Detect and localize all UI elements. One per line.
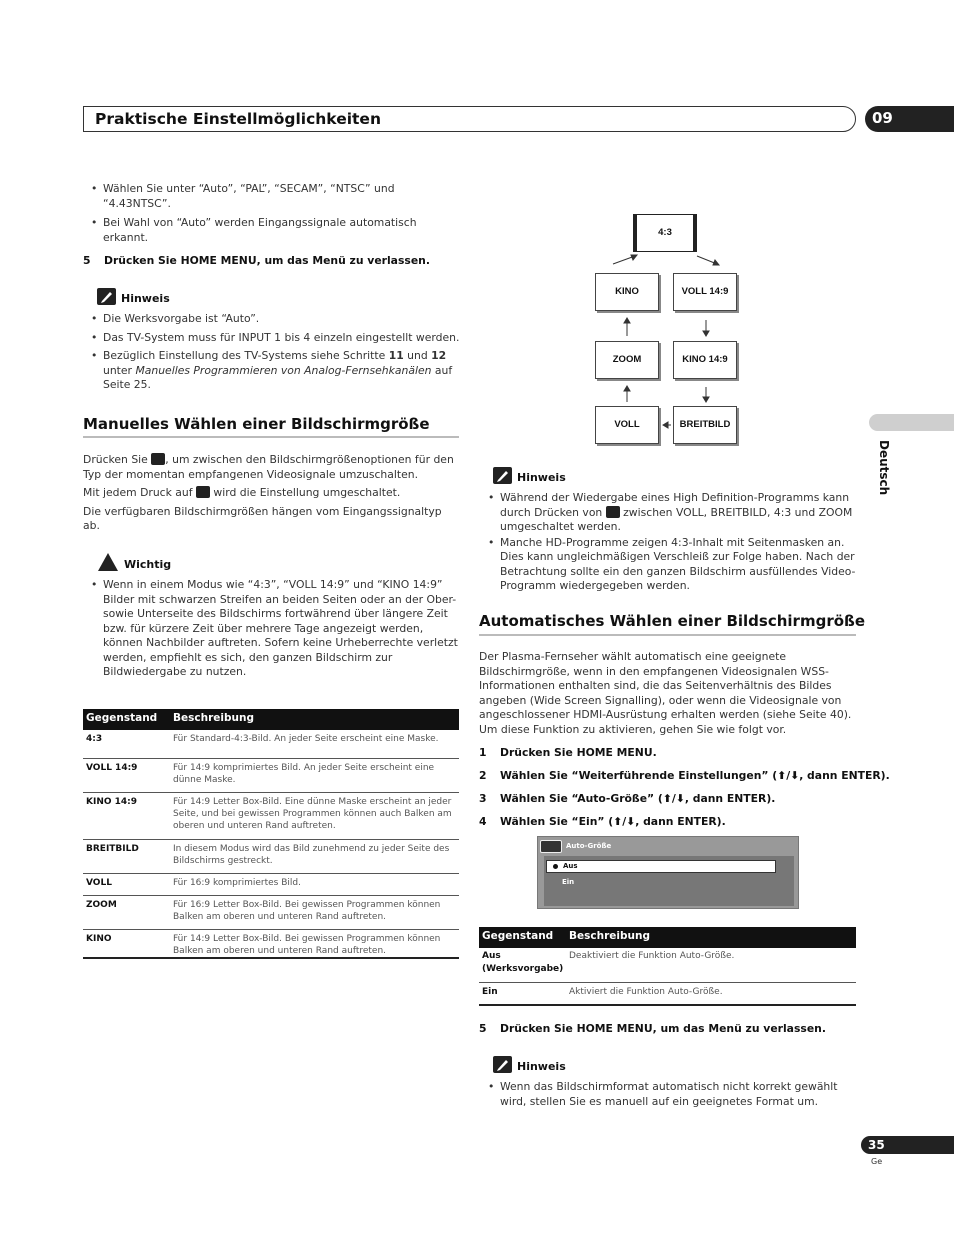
table-row: BREITBILD In diesem Modus wird das Bild zunehmend zu jeder Seite des Bildschirms gestreckt. xyxy=(83,840,459,874)
column-header: Gegenstand xyxy=(86,712,158,724)
step-4: 4 Wählen Sie “Ein” (⬆/⬇, dann ENTER). xyxy=(479,815,726,828)
language-tab xyxy=(869,414,954,431)
list-item: • Manche HD-Programme zeigen 4:3-Inhalt mit Seitenmasken an. Dies kann ungleichmäßigen Verschleiß zur Folge haben. Nach der Betrachtung sollte ein den ganzen Bildschirm ausfüllendes Video-Programm wiedergegeben werden. xyxy=(480,536,858,594)
chapter-number: 09 xyxy=(865,106,954,132)
page-number: 35 xyxy=(861,1136,954,1154)
paragraph: Drücken Sie , um zwischen den Bildschirmgrößenoptionen für den Typ der momentan empfangenen Videosignale umzuschalten. xyxy=(83,453,454,481)
section-title-manual: Manuelles Wählen einer Bildschirmgröße xyxy=(83,415,430,433)
column-header: Beschreibung xyxy=(173,712,254,724)
warning-label: Wichtig xyxy=(124,558,172,571)
menu-panel xyxy=(544,856,794,906)
diagram-arrows xyxy=(593,212,743,447)
screen-size-cycle-diagram xyxy=(593,212,743,447)
page-language-code: Ge xyxy=(871,1157,883,1166)
table-row: ZOOM Für 16:9 Letter Box-Bild. Bei gewissen Programmen können Balken am oberen und unteren Rand auftreten. xyxy=(83,896,459,930)
step-1: 1 Drücken Sie HOME MENU. xyxy=(479,746,657,759)
page-title: Praktische Einstellmöglichkeiten xyxy=(95,110,381,128)
note-icon xyxy=(493,467,512,484)
list-item: • Während der Wiedergabe eines High Definition-Programms kann durch Drücken von zwischen VOLL, BREITBILD, 4:3 und ZOOM umgeschaltet werden. xyxy=(480,491,858,535)
note-list xyxy=(480,1080,858,1109)
menu-icon xyxy=(540,840,562,853)
table-row: Aus (Werksvorgabe) Deaktiviert die Funktion Auto-Größe. xyxy=(479,948,856,983)
warning-list xyxy=(83,578,461,680)
list-item: • Bei Wahl von “Auto” werden Eingangssignale automatisch erkannt. xyxy=(83,216,459,245)
note-list xyxy=(83,312,463,393)
mode-box-4-3: 4:3 xyxy=(633,214,697,252)
screen-size-table xyxy=(83,709,459,959)
note-label: Hinweis xyxy=(517,1060,566,1073)
table-row: VOLL 14:9 Für 14:9 komprimiertes Bild. An jeder Seite erscheint eine dünne Maske. xyxy=(83,759,459,793)
menu-option: Ein xyxy=(562,878,575,886)
table-row: VOLL Für 16:9 komprimiertes Bild. xyxy=(83,874,459,896)
paragraph: Der Plasma-Fernseher wählt automatisch eine geeignete Bildschirmgröße, wenn in den empfangenen Videosignalen WSS-Informationen enthalten sind, die das Seitenverhältnis des Bildes angeben (Wide Screen Signalling), oder wenn die Videosignale von angeschlossener HDMI-Ausrüstung erhalten werden (siehe Seite 40). Um diese Funktion zu aktivieren, gehen Sie wie folgt vor. xyxy=(479,650,852,736)
top-bullet-list xyxy=(83,182,459,245)
mode-box-voll: VOLL xyxy=(595,406,659,444)
screen-size-button-icon xyxy=(196,486,210,498)
column-header: Gegenstand xyxy=(482,930,554,942)
mode-box-breitbild: BREITBILD xyxy=(673,406,737,444)
list-item: • Wenn in einem Modus wie “4:3”, “VOLL 14:9” und “KINO 14:9” Bilder mit schwarzen Streifen an beiden Seiten oder an der Ober-sowie Unterseite des Bildschirms fortwährend über längere Zeit bzw. für kürzere Zeit über mehrere Tage angezeigt werden, können Nachbilder auftreten. Sofern keine Urheberrechte verletzt werden, empfiehlt es sich, den ganzen Bildschirm zur Bildwiedergabe zu nutzen. xyxy=(83,578,461,680)
step-5-left: 5 Drücken Sie HOME MENU, um das Menü zu verlassen. xyxy=(83,254,430,267)
radio-dot-icon xyxy=(553,864,558,869)
screen-size-button-icon xyxy=(606,506,620,518)
auto-size-table xyxy=(479,927,856,1006)
table-row: KINO 14:9 Für 14:9 Letter Box-Bild. Eine dünne Maske erscheint an jeder Seite, und bei gewissen Programmen können auch Balken am oberen und unteren Rand auftreten. xyxy=(83,793,459,840)
list-item: • Wenn das Bildschirmformat automatisch nicht korrekt gewählt wird, stellen Sie es manuell auf ein geeignetes Format um. xyxy=(480,1080,858,1109)
list-item: • Wählen Sie unter “Auto”, “PAL”, “SECAM”, “NTSC” und “4.43NTSC”. xyxy=(83,182,459,211)
note-label: Hinweis xyxy=(517,471,566,484)
step-5-right: 5 Drücken Sie HOME MENU, um das Menü zu verlassen. xyxy=(479,1022,826,1035)
section-divider xyxy=(83,436,459,438)
note-label: Hinweis xyxy=(121,292,170,305)
table-row: Ein Aktiviert die Funktion Auto-Größe. xyxy=(479,983,856,1006)
language-label: Deutsch xyxy=(877,440,891,496)
table-header xyxy=(83,709,459,730)
mode-box-kino-14-9: KINO 14:9 xyxy=(673,341,737,379)
osd-menu-screenshot xyxy=(537,836,799,909)
column-header: Beschreibung xyxy=(569,930,650,942)
step-2: 2 Wählen Sie “Weiterführende Einstellungen” (⬆/⬇, dann ENTER). xyxy=(479,769,890,782)
section-body xyxy=(83,453,459,534)
table-header xyxy=(479,927,856,948)
warning-icon xyxy=(98,553,118,571)
list-item: • Das TV-System muss für INPUT 1 bis 4 einzeln eingestellt werden. xyxy=(83,331,463,346)
table-row: 4:3 Für Standard-4:3-Bild. An jeder Seite erscheint eine Maske. xyxy=(83,730,459,759)
menu-title: Auto-Größe xyxy=(566,842,612,850)
table-row: KINO Für 14:9 Letter Box-Bild. Bei gewissen Programmen können Balken am oberen und unteren Rand auftreten. xyxy=(83,930,459,959)
menu-option-selected: Aus xyxy=(546,860,776,873)
note-icon xyxy=(97,288,116,305)
section-divider xyxy=(479,634,856,636)
mode-box-zoom: ZOOM xyxy=(595,341,659,379)
note-icon xyxy=(493,1056,512,1073)
mode-box-voll-14-9: VOLL 14:9 xyxy=(673,273,737,311)
paragraph: Mit jedem Druck auf wird die Einstellung umgeschaltet. xyxy=(83,486,401,499)
list-item: • Die Werksvorgabe ist “Auto”. xyxy=(83,312,463,327)
paragraph: Die verfügbaren Bildschirmgrößen hängen vom Eingangssignaltyp ab. xyxy=(83,504,442,532)
mode-box-kino: KINO xyxy=(595,273,659,311)
list-item: • Bezüglich Einstellung des TV-Systems siehe Schritte 11 und 12 unter Manuelles Programmieren von Analog-Fernsehkanälen auf Seite 25. xyxy=(83,349,463,393)
screen-size-button-icon xyxy=(151,453,165,465)
step-3: 3 Wählen Sie “Auto-Größe” (⬆/⬇, dann ENTER). xyxy=(479,792,776,805)
section-title-auto: Automatisches Wählen einer Bildschirmgröße xyxy=(479,612,865,630)
note-list xyxy=(480,491,858,594)
